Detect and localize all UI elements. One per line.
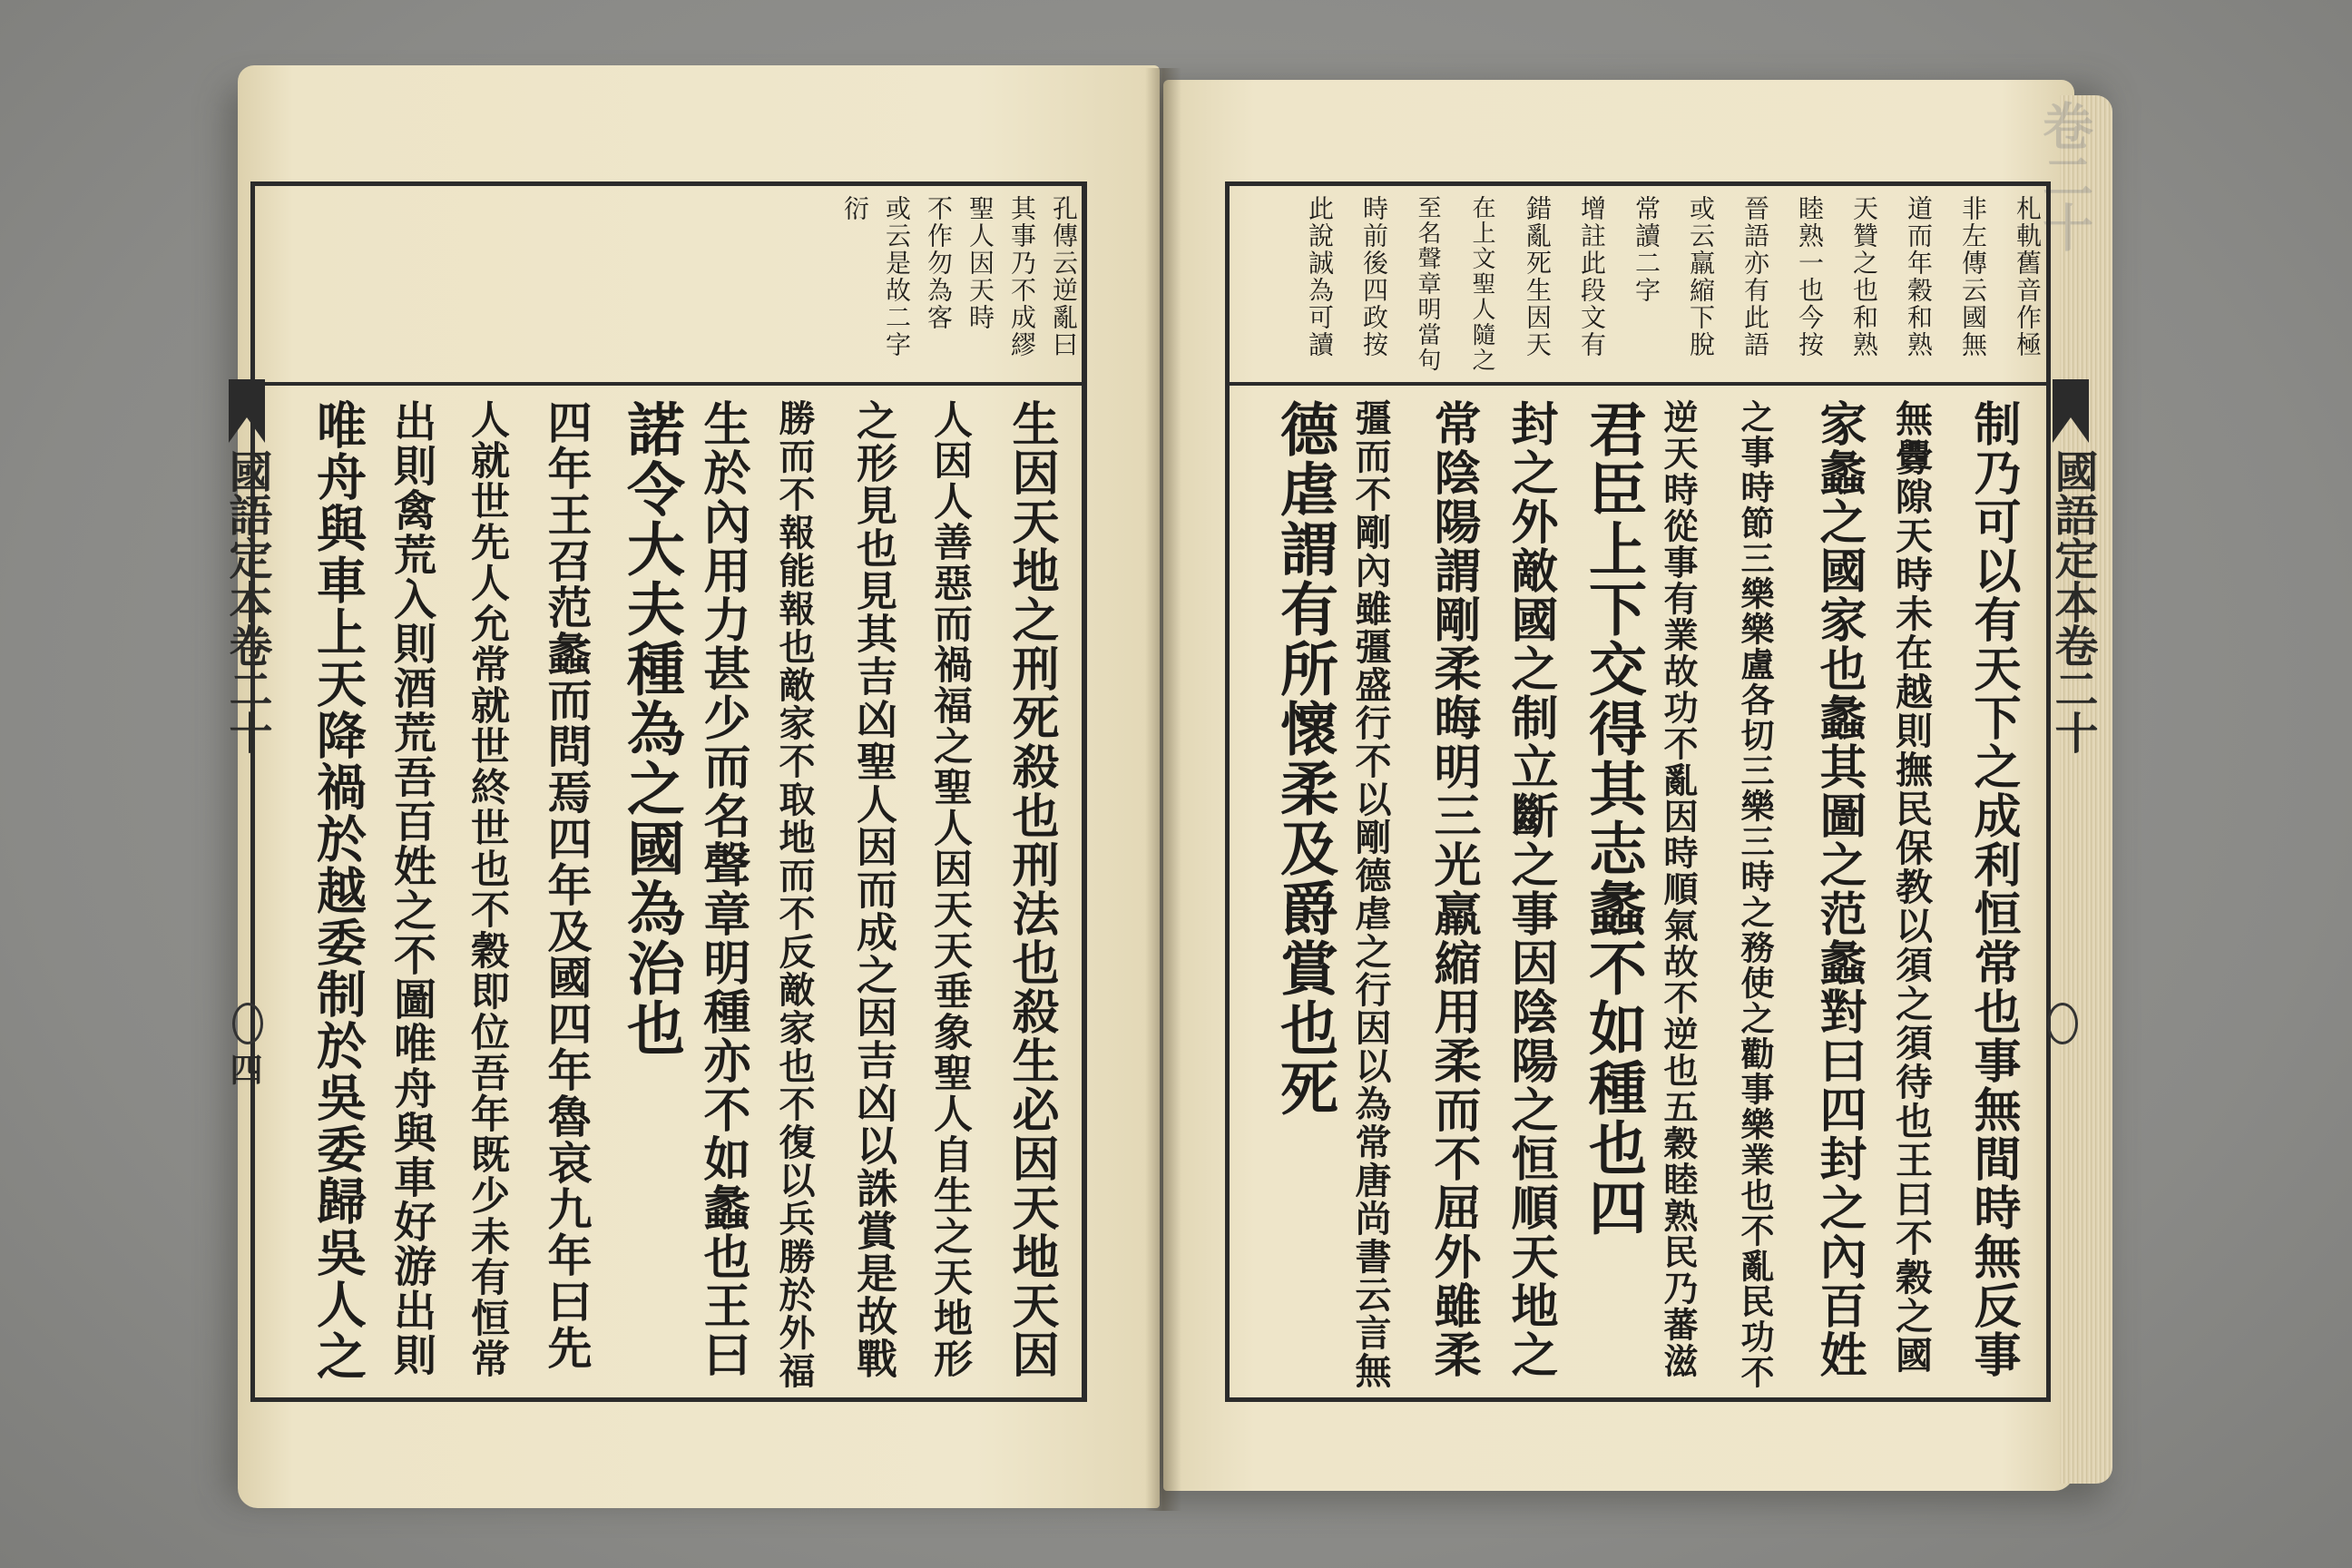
header-note: 聖人因天時: [965, 195, 995, 331]
bleed-through-text: 卷二十: [2034, 100, 2094, 252]
header-note: 在上文聖人隨之: [1468, 195, 1495, 373]
text-column: 逆天時從事有業故功不亂因時順氣故不逆也五穀睦熟民乃蕃滋: [1658, 399, 1699, 1379]
header-note: 此說誠為可讀: [1305, 195, 1335, 358]
left-margin-leaf: 四: [225, 1053, 263, 1085]
header-note: 或云是故二字: [882, 195, 912, 358]
text-column: 諾令大夫種為之國為治也: [617, 399, 685, 1058]
circle-mark-right: [2047, 1003, 2078, 1044]
header-note: 至名聲章明當句: [1414, 195, 1441, 373]
page-stack-edges: [2060, 95, 2112, 1484]
header-note: 晉語亦有此語: [1740, 195, 1770, 358]
text-column: 君臣上下交得其志蠡不如種也四: [1579, 399, 1647, 1238]
text-column: 四年王召范蠡而問焉四年及國四年魯哀九年曰先: [541, 399, 593, 1371]
header-note: 道而年穀和熟: [1904, 195, 1934, 358]
header-note: 非左傳云國無: [1958, 195, 1988, 358]
header-note: 增註此段文有: [1577, 195, 1607, 358]
text-column: 家蠡之國家也蠡其圖之范蠡對曰四封之內百姓: [1811, 399, 1867, 1379]
right-margin-title: 國語定本卷二十: [2047, 449, 2098, 754]
text-column: 德虐謂有所懷柔及爵賞也死: [1270, 399, 1338, 1118]
header-note: 時前後四政按: [1359, 195, 1389, 358]
header-note: 札軌舊音作極: [2013, 195, 2043, 358]
text-column: 封之外敵國之制立斷之事因陰陽之恒順天地之: [1503, 399, 1558, 1379]
header-note: 或云羸縮下脫: [1686, 195, 1716, 358]
text-column: 制乃可以有天下之成利恒常也事無間時無反事: [1965, 399, 2021, 1379]
text-column: 生於內用力甚少而名聲章明種亦不如蠡也王曰: [695, 399, 750, 1379]
left-margin-title: 國語定本卷二十: [221, 449, 272, 754]
header-note: 衍: [840, 195, 870, 222]
text-column: 出則禽荒入則酒荒吾百姓之不圖唯舟與車好游出則: [387, 399, 436, 1377]
text-column: 常陰陽謂剛柔晦明三光羸縮用柔而不屈外雖柔: [1426, 399, 1481, 1379]
text-column: 生因天地之刑死殺也刑法也殺生必因天地天因: [1004, 399, 1059, 1379]
text-column: 人因人善惡而禍福之聖人因天天垂象聖人自生之天地形: [927, 399, 973, 1379]
header-note: 不作勿為客: [924, 195, 954, 331]
text-column: 唯舟與車上天降禍於越委制於吳委歸吳人之: [309, 399, 368, 1382]
text-column: 無釁隙天時未在越則撫民保教以須之須待也王曰不穀之國: [1889, 399, 1933, 1375]
text-column: 彊而不剛內雖彊盛行不以剛德虐之行因以為常唐尚書云言無: [1349, 399, 1392, 1390]
header-note: 常讀二字: [1632, 195, 1661, 304]
header-note: 錯亂死生因天: [1523, 195, 1553, 358]
header-note: 天贊之也和熟: [1849, 195, 1879, 358]
left-header-band: [255, 186, 1083, 386]
book-gutter: [1145, 68, 1181, 1511]
text-column: 人就世先人允常就世終世也不穀即位吾年既少未有恒常: [465, 399, 510, 1379]
text-column: 勝而不報能報也敵家不取地而不反敵家也不復以兵勝於外福: [773, 399, 816, 1390]
text-column: 之形見也見其吉凶聖人因而成之因吉凶以誅賞是故戰: [849, 399, 897, 1380]
circle-mark-left: [232, 1003, 263, 1044]
header-note: 睦熟一也今按: [1795, 195, 1825, 358]
text-column: 之事時節三樂樂盧各切三樂三時之務使之勸事樂業也不亂民功不: [1735, 399, 1775, 1390]
header-note: 其事乃不成繆: [1007, 195, 1037, 358]
header-note: 孔傳云逆亂曰: [1049, 195, 1079, 358]
